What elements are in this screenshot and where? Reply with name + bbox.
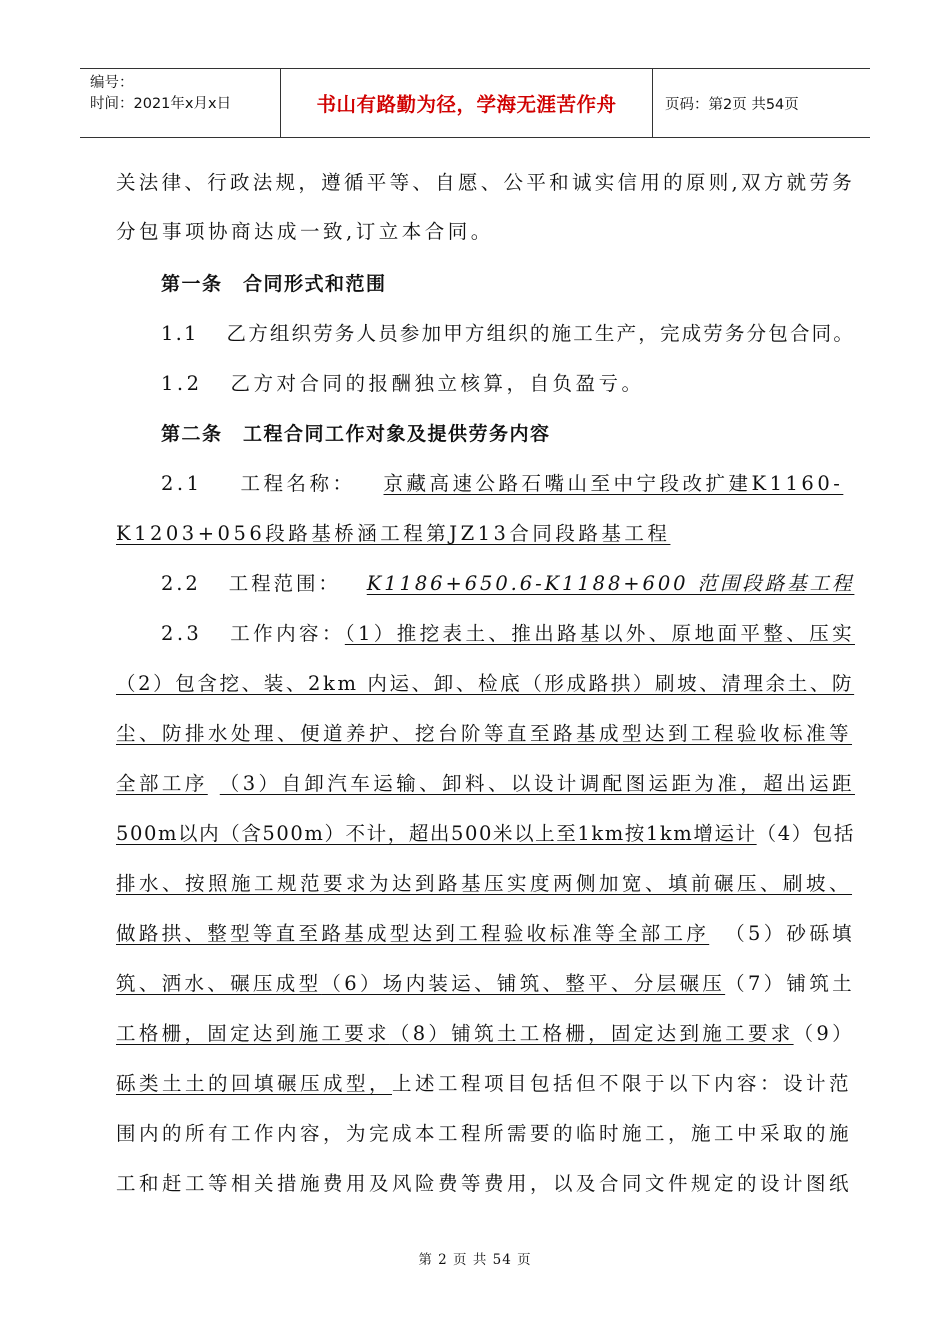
work-line-7 (116, 921, 855, 947)
clause-2-3 (161, 621, 855, 647)
header-motto: 书山有路勤为径，学海无涯苦作舟 (281, 69, 653, 137)
work-line-10 (116, 1071, 852, 1097)
work-item-1: （1）推挖表土、推出路基以外、原地面平整、压实 (344, 622, 855, 645)
clause-label: 工程范围： (228, 572, 341, 595)
work-item-9-start: （9） (793, 1022, 855, 1045)
clause-2-1-continued (116, 521, 714, 547)
date-line: 时间：2021年x月x日 (90, 96, 232, 112)
clause-number: 2.1 (161, 472, 203, 495)
work-item-7: 工格栅，固定达到施工要求 (116, 1022, 390, 1045)
clause-text: 乙方对合同的报酬独立核算，自负盈亏。 (230, 372, 645, 395)
clause-label: 工作内容： (230, 622, 345, 645)
work-item-7-start: （7）铺筑土 (725, 972, 855, 995)
code-label: 编号： (90, 75, 134, 91)
project-name-part-1: 京藏高速公路石嘴山至中宁段改扩建K1160- (383, 472, 844, 495)
work-line-3 (116, 721, 852, 747)
work-line-2 (116, 671, 854, 697)
intro-line-2: 分包事项协商达成一致,订立本合同。 (116, 220, 494, 243)
article-1-title: 第一条 合同形式和范围 (161, 273, 387, 295)
clause-text: 乙方组织劳务人员参加甲方组织的施工生产，完成劳务分包合同。 (226, 322, 855, 345)
clause-number: 2.2 (161, 572, 201, 595)
work-line-5 (116, 821, 855, 847)
work-line-11: 围内的所有工作内容，为完成本工程所需要的临时施工，施工中采取的施 (116, 1122, 853, 1145)
work-item-9: 砾类土土的回填碾压成型， (116, 1072, 393, 1095)
work-item-2: （2）包含挖、装、2km 内运、卸、检底（形成路拱）刷坡、清理余土、防 (116, 672, 855, 695)
clause-2-2 (161, 571, 854, 597)
work-item-6: （6）场内装运、铺筑、整平、分层碾压 (321, 972, 726, 995)
project-name-part-2: K1203+056段路基桥涵工程第JZ13合同段路基工程 (116, 522, 671, 545)
clause-1-1 (161, 321, 855, 347)
work-item-4-start: （4）包括 (756, 822, 855, 845)
article-2-title: 第二条 工程合同工作对象及提供劳务内容 (161, 423, 551, 445)
work-item-2-cont: 尘、防排水处理、便道养护、挖台阶等直至路基成型达到工程验收标准等 (116, 722, 853, 745)
work-line-9 (116, 1021, 855, 1047)
work-item-4-end: 做路拱、整型等直至路基成型达到工程验收标准等全部工序 (116, 922, 710, 945)
work-item-3-cont: 500m以内（含500m）不计，超出500米以上至1km按1km增运计 (116, 822, 757, 845)
clause-number: 1.2 (161, 372, 203, 395)
work-line-12: 工和赶工等相关措施费用及风险费等费用，以及合同文件规定的设计图纸 (116, 1172, 853, 1195)
work-item-2-end: 全部工序 (116, 772, 208, 795)
clause-number: 2.3 (161, 622, 203, 645)
work-scope-note: 上述工程项目包括但不限于以下内容：设计范 (392, 1072, 853, 1095)
clause-1-2 (161, 371, 645, 397)
work-item-5-start: （5）砂砾填 (725, 922, 855, 945)
work-item-3: （3）自卸汽车运输、卸料、以设计调配图运距为准，超出运距 (219, 772, 855, 795)
clause-2-1 (161, 471, 843, 497)
work-line-4 (116, 771, 855, 797)
header-page-info: 页码：第2页 共54页 (665, 96, 799, 113)
page-footer: 第 2 页 共 54 页 (418, 1252, 532, 1268)
header-meta-cell (80, 69, 281, 137)
work-item-4: 排水、按照施工规范要求为达到路基压实度两侧加宽、填前碾压、刷坡、 (116, 872, 853, 895)
intro-line-1: 关法律、行政法规，遵循平等、自愿、公平和诚实信用的原则,双方就劳务 (116, 171, 855, 194)
work-item-5: 筑、洒水、碾压成型 (116, 972, 322, 995)
work-line-8 (116, 971, 855, 997)
clause-label: 工程名称： (240, 472, 356, 495)
work-item-8: （8）铺筑土工格栅，固定达到施工要求 (389, 1022, 794, 1045)
work-line-6 (116, 871, 852, 897)
page-header (80, 68, 870, 138)
clause-number: 1.1 (161, 322, 199, 345)
project-scope: K1186+650.6-K1188+600 范围段路基工程 (366, 572, 855, 595)
